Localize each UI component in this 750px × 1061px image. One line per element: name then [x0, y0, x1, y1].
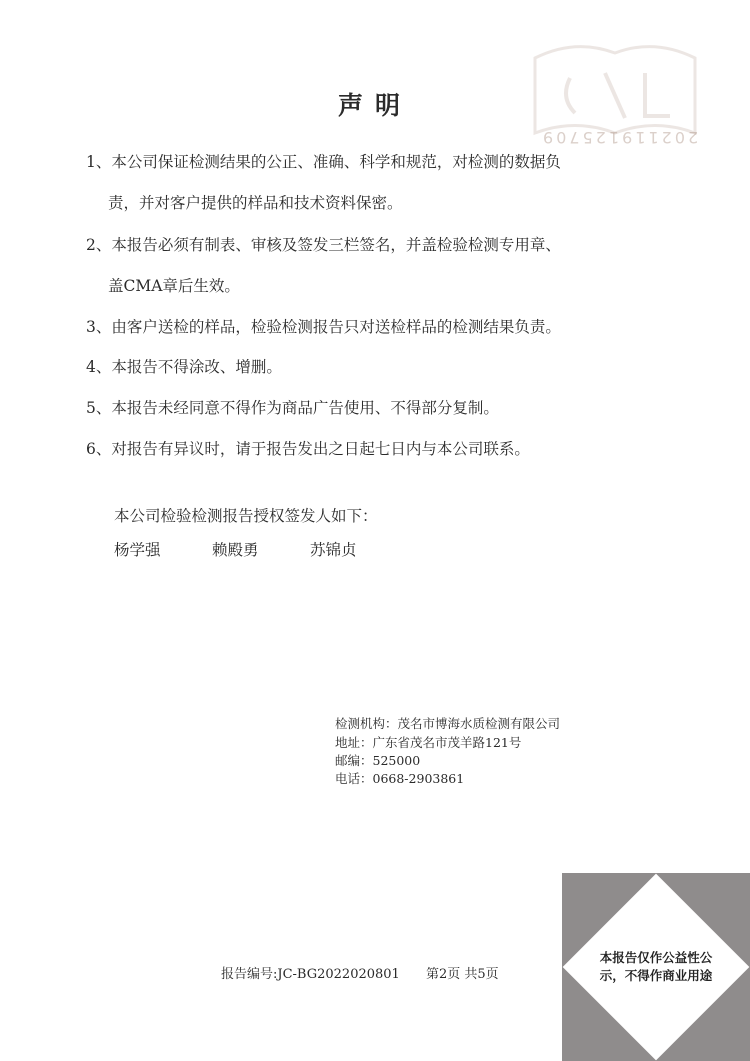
report-number: 报告编号:JC-BG2022020801 — [221, 967, 400, 982]
signatory-2: 赖殿勇 — [212, 541, 259, 559]
clause-2a: 2、本报告必须有制表、审核及签发三栏签名，并盖检验检测专用章、 — [86, 236, 561, 254]
watermark-number: 202119125709 — [540, 128, 699, 147]
clause-6: 6、对报告有异议时，请于报告发出之日起七日内与本公司联系。 — [86, 440, 530, 458]
clause-5: 5、本报告未经同意不得作为商品广告使用、不得部分复制。 — [86, 399, 499, 417]
stamp-text — [562, 949, 750, 985]
org-phone: 电话：0668-2903861 — [335, 771, 465, 786]
clause-2b: 盖CMA章后生效。 — [108, 277, 240, 295]
clause-3: 3、由客户送检的样品，检验检测报告只对送检样品的检测结果负责。 — [86, 318, 561, 336]
clause-1a: 1、本公司保证检测结果的公正、准确、科学和规范，对检测的数据负 — [86, 153, 561, 171]
org-institution: 检测机构：茂名市博海水质检测有限公司 — [335, 716, 561, 731]
signatory-3: 苏锦贞 — [310, 541, 357, 559]
stamp-line-1: 本报告仅作公益性公 — [599, 950, 713, 965]
stamp-line-2: 示，不得作商业用途 — [599, 968, 713, 983]
signatory-1: 杨学强 — [114, 541, 161, 559]
page-number: 第2页 共5页 — [426, 967, 499, 982]
clause-1b: 责，并对客户提供的样品和技术资料保密。 — [108, 194, 403, 212]
clause-4: 4、本报告不得涂改、增删。 — [86, 358, 282, 376]
org-address: 地址：广东省茂名市茂羊路121号 — [335, 735, 522, 750]
page-title: 声明 — [337, 91, 412, 120]
signatories-intro: 本公司检验检测报告授权签发人如下： — [114, 507, 378, 525]
public-notice-stamp — [562, 873, 750, 1061]
org-postcode: 邮编：525000 — [335, 753, 421, 768]
